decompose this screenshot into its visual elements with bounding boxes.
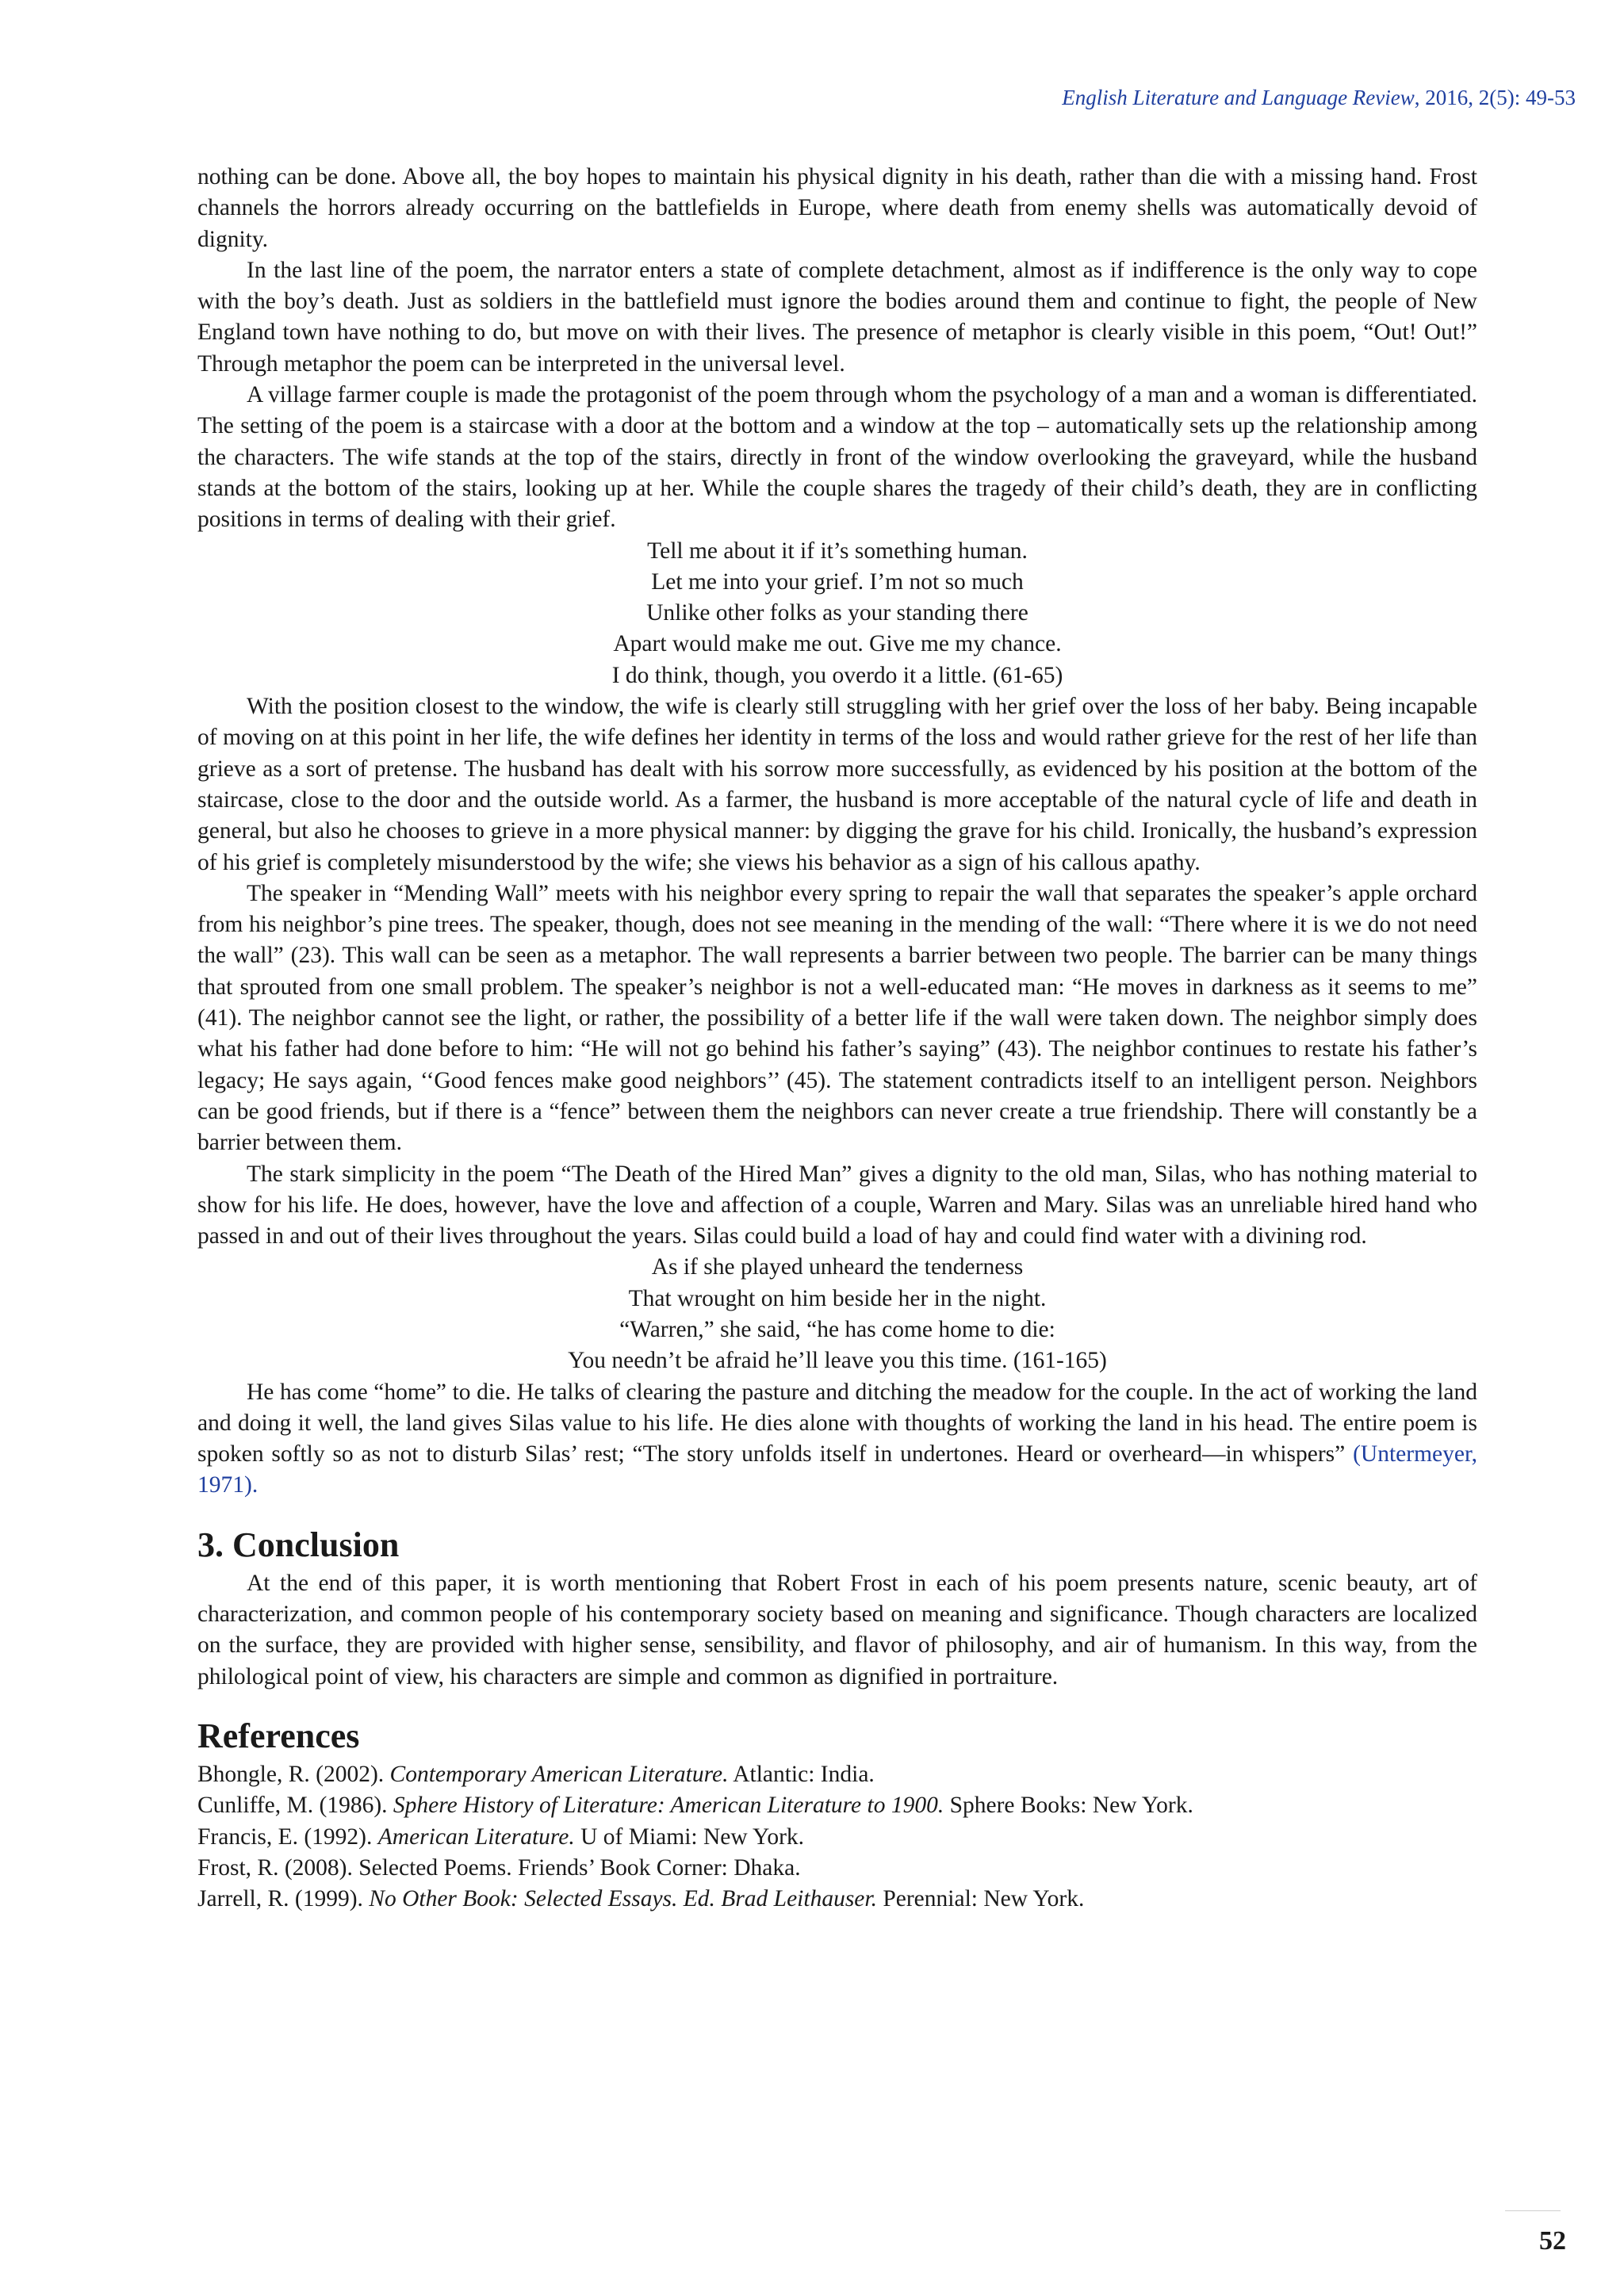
paragraph: In the last line of the poem, the narrator enters a state of complete detachment, almost as if indifference is the only way to cope with the boy’s death. Just as soldiers in the battlefield must ignore the bodies around them and continue to fight, the people of New England town have nothing to do, but move on with their lives. The presence of metaphor is clearly visible in this poem, “Out! Out!” Through metaphor the poem can be interpreted in the universal level. bbox=[197, 257, 1477, 377]
page-number: 52 bbox=[1539, 2226, 1566, 2256]
section-heading-conclusion: 3. Conclusion bbox=[197, 1525, 400, 1564]
conclusion-paragraph: At the end of this paper, it is worth mentioning that Robert Frost in each of his poem presents nature, scenic beauty, art of characterization, and common people of his contemporary society based on meaning and significance. Though characters are localized on the surface, they are provided with higher sense, sensibility, and flavor of philosophy, and air of humanism. In this way, from the philological point of view, his characters are simple and common as dignified in portraiture. bbox=[197, 1570, 1477, 1689]
reference-text: Sphere Books: New York. bbox=[944, 1793, 1193, 1819]
reference-item bbox=[197, 1822, 1477, 1853]
reference-title: Contemporary American Literature. bbox=[389, 1761, 729, 1787]
paragraph: The speaker in “Mending Wall” meets with his neighbor every spring to repair the wall that separates the speaker’s apple orchard from his neighbor’s pine trees. The speaker, though, does not see meaning in the mending of the wall: “There where it is we do not need the wall” (23). This wall can be seen as a metaphor. The wall represents a barrier between two people. The barrier can be many things that sprouted from one small problem. The speaker’s neighbor is not a well-educated man: “He moves in darkness as it seems to me” (41). The neighbor cannot see the light, or rather, the possibility of a better life if the wall were taken down. The neighbor simply does what his father had done before to him: “He will not go behind his father’s saying” (43). The neighbor continues to restate his father’s legacy; He says again, ‘‘Good fences make good neighbors’’ (45). The statement contradicts itself to an intelligent person. Neighbors can be good friends, but if there is a “fence” between them the neighbors can never create a true friendship. There will constantly be a barrier between them. bbox=[197, 880, 1477, 1156]
running-header bbox=[1062, 86, 1576, 110]
footer-divider bbox=[1505, 2210, 1561, 2211]
reference-item bbox=[197, 1853, 1477, 1884]
reference-text: Jarrell, R. (1999). bbox=[197, 1886, 370, 1912]
reference-text: Atlantic: India. bbox=[728, 1761, 875, 1787]
reference-text: Francis, E. (1992). bbox=[197, 1823, 378, 1850]
reference-item bbox=[197, 1759, 1477, 1790]
article-body bbox=[197, 162, 1477, 1915]
journal-citation: , 2016, 2(5): 49-53 bbox=[1414, 86, 1576, 109]
reference-title: No Other Book: Selected Essays. Ed. Brad Leithauser. bbox=[369, 1886, 877, 1912]
reference-title: Sphere History of Literature: American Literature to 1900. bbox=[393, 1793, 944, 1819]
verse-line: “Warren,” she said, “he has come home to die: bbox=[619, 1316, 1055, 1342]
paragraph: The stark simplicity in the poem “The Death of the Hired Man” gives a dignity to the old man, Silas, who has nothing material to show for his life. He does, however, have the love and affection of a couple, Warren and Mary. Silas was an unreliable hired hand who passed in and out of their lives throughout the years. Silas could build a load of hay and could find water with a divining rod. bbox=[197, 1161, 1477, 1249]
reference-text: Cunliffe, M. (1986). bbox=[197, 1793, 393, 1819]
verse-line: Unlike other folks as your standing there bbox=[646, 600, 1028, 626]
verse-line: Let me into your grief. I’m not so much bbox=[651, 568, 1024, 595]
verse-line: Apart would make me out. Give me my chance. bbox=[613, 631, 1062, 657]
paragraph bbox=[197, 1377, 1477, 1502]
verse-line: Tell me about it if it’s something human. bbox=[647, 538, 1028, 564]
verse-quote bbox=[197, 1252, 1477, 1376]
paragraph: nothing can be done. Above all, the boy hopes to maintain his physical dignity in his death, rather than die with a missing hand. Frost channels the horrors already occurring on the battlefields in Europe, where death from enemy shells was automatically devoid of dignity. bbox=[197, 164, 1477, 252]
journal-name: English Literature and Language Review bbox=[1062, 86, 1415, 109]
reference-item bbox=[197, 1790, 1477, 1821]
verse-line: I do think, though, you overdo it a little. (61-65) bbox=[611, 662, 1063, 688]
reference-text: Bhongle, R. (2002). bbox=[197, 1761, 390, 1787]
reference-title: American Literature. bbox=[377, 1823, 575, 1850]
reference-item bbox=[197, 1884, 1477, 1915]
verse-line: As if she played unheard the tenderness bbox=[651, 1254, 1024, 1280]
reference-text: Frost, R. (2008). Selected Poems. Friends’ Book Corner: Dhaka. bbox=[197, 1854, 801, 1881]
paragraph: With the position closest to the window, the wife is clearly still struggling with her grief over the loss of her baby. Being incapable of moving on at this point in her life, the wife defines her identity in terms of the loss and would rather grieve for the rest of her life than grieve as a sort of pretense. The husband has dealt with his sorrow more successfully, as evidenced by his position at the bottom of the staircase, close to the door and the outside world. As a farmer, the husband is more acceptable of the natural cycle of life and death in general, but also he chooses to grieve in a more physical manner: by digging the grave for his child. Ironically, the husband’s expression of his grief is completely misunderstood by the wife; she views his behavior as a sign of his callous apathy. bbox=[197, 694, 1477, 875]
paragraph-text: He has come “home” to die. He talks of clearing the pasture and ditching the meadow for the couple. In the act of working the land and doing it well, the land gives Silas value to his life. He dies alone with thoughts of working the land in his head. The entire poem is spoken softly so as not to disturb Silas’ rest; “The story unfolds itself in undertones. Heard or overheard—in whispers” bbox=[197, 1379, 1477, 1468]
reference-text: Perennial: New York. bbox=[876, 1886, 1085, 1912]
reference-list bbox=[197, 1759, 1477, 1915]
paragraph: A village farmer couple is made the protagonist of the poem through whom the psychology of a man and a woman is differentiated. The setting of the poem is a staircase with a door at the bottom and a window at the top – automatically sets up the relationship among the characters. The wife stands at the top of the stairs, directly in front of the window overlooking the graveyard, while the husband stands at the bottom of the stairs, looking up at her. While the couple shares the tragedy of their child’s death, they are in conflicting positions in terms of dealing with their grief. bbox=[197, 382, 1477, 533]
section-heading-references: References bbox=[197, 1716, 360, 1755]
reference-text: U of Miami: New York. bbox=[574, 1823, 805, 1850]
verse-line: You needn’t be afraid he’ll leave you this time. (161-165) bbox=[568, 1348, 1107, 1374]
citation-link[interactable]: (Untermeyer, 1971). bbox=[197, 1441, 1477, 1498]
verse-line: That wrought on him beside her in the night. bbox=[628, 1285, 1047, 1311]
verse-quote bbox=[197, 536, 1477, 691]
